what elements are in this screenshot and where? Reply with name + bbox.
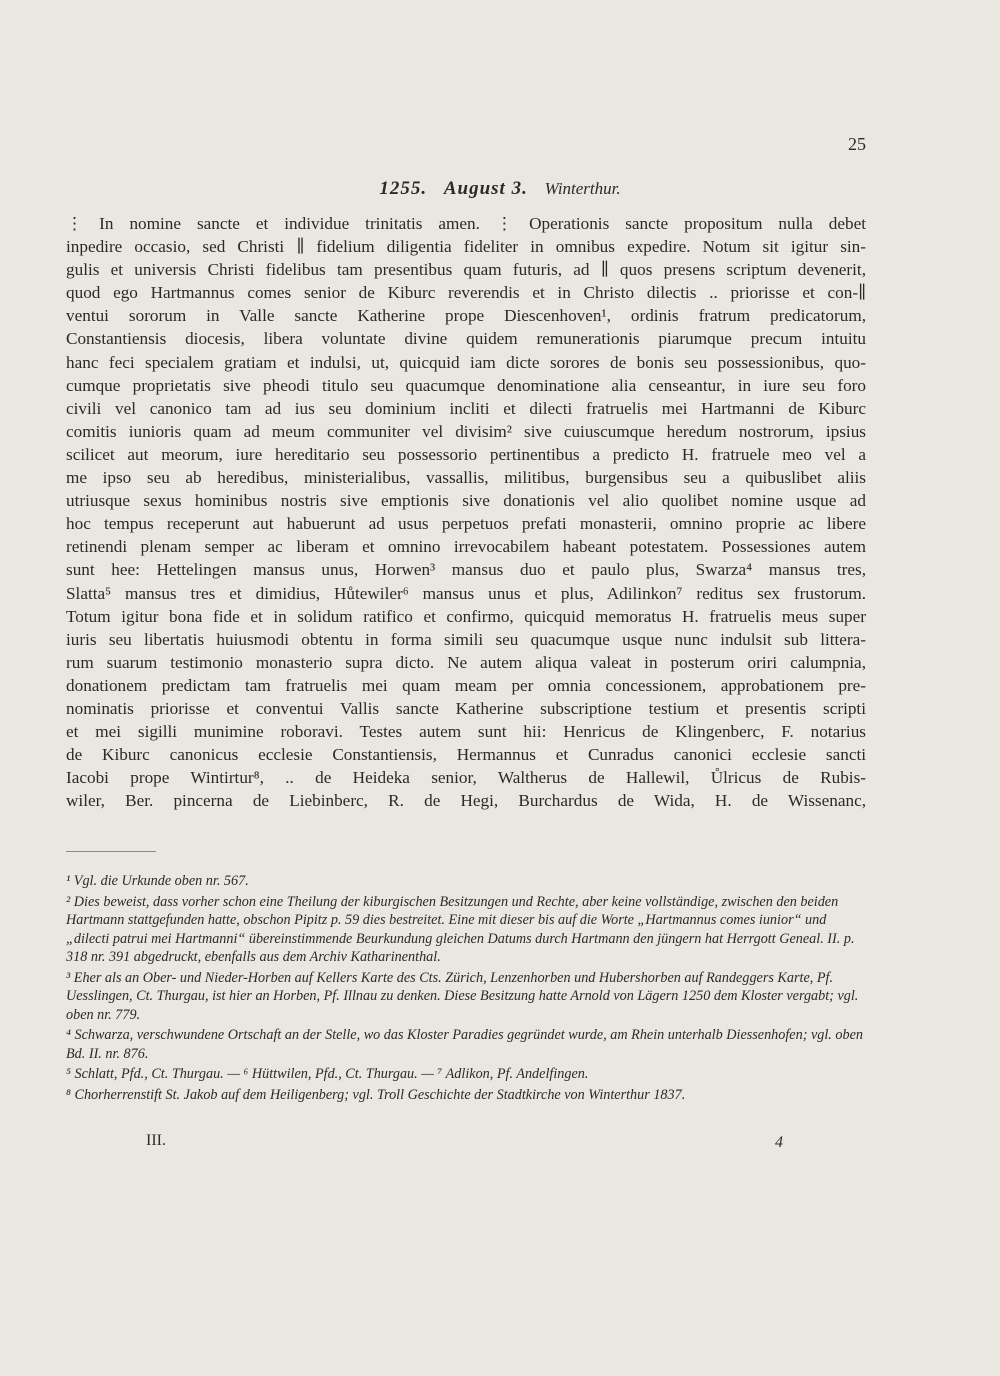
text-line: Slatta⁵ mansus tres et dimidius, Hůtewiler⁶ mansus unus et plus, Adilinkon⁷ reditus sex frustorum. — [66, 583, 866, 603]
text-line: Constantiensis diocesis, libera voluntate divine quidem remunerationis piarumque precum intuitu — [66, 329, 866, 349]
text-line: inpedire occasio, sed Christi ∥ fidelium diligentia fideliter in omnibus expedire. Notum sit igitur sin- — [66, 237, 866, 257]
text-line: ⋮ In nomine sancte et individue trinitatis amen. ⋮ Operationis sancte propositum nulla debet — [66, 214, 866, 233]
charter-text — [66, 212, 866, 812]
text-line: et mei sigilli munimine roboravi. Testes autem sunt hii: Henricus de Klingenberc, F. notarius — [66, 722, 866, 742]
footnote: ⁸ Chorherrenstift St. Jakob auf dem Heiligenberg; vgl. Troll Geschichte der Stadtkirche von Winterthur 1837. — [66, 1086, 686, 1103]
heading-place: Winterthur. — [544, 179, 621, 198]
text-line: hoc tempus receperunt aut habuerunt ad usus perpetuos prefati monasterii, omnino proprie ac libere — [66, 514, 866, 534]
text-line: cumque proprietatis sive pheodi titulo seu quacumque denominatione alia censeantur, in iure seu foro — [66, 375, 866, 395]
text-line: sunt hee: Hettelingen mansus unus, Horwen³ mansus duo et paulo plus, Swarza⁴ mansus tres, — [66, 560, 866, 580]
text-line: wiler, Ber. pincerna de Liebinberc, R. de Hegi, Burchardus de Wida, H. de Wissenanc, — [66, 791, 866, 811]
page-number: 25 — [848, 134, 866, 154]
text-line: ventui sororum in Valle sancte Katherine prope Diescenhoven¹, ordinis fratrum predicatorum, — [66, 306, 866, 326]
charter-heading — [0, 178, 1000, 200]
footnote: ⁵ Schlatt, Pfd., Ct. Thurgau. — ⁶ Hüttwilen, Pfd., Ct. Thurgau. — ⁷ Adlikon, Pf. Andelfingen. — [66, 1066, 589, 1082]
text-line: civili vel canonico tam ad ius seu dominium incliti et dilecti fratruelis mei Hartmanni de Kiburc — [66, 398, 866, 418]
heading-date: August 3. — [443, 178, 528, 199]
text-line: Iacobi prope Wintirtur⁸, .. de Heideka senior, Waltherus de Hallewil, Ůlricus de Rubis- — [66, 768, 866, 788]
text-line: scilicet aut meorum, iure hereditario seu possessorio pertinentibus a predicto H. fratruele meo vel a — [66, 444, 866, 464]
signature-mark: 4 — [775, 1134, 783, 1151]
text-line: rum suarum testimonio monasterio supra dicto. Ne autem aliqua valeat in posterum oriri calumpnia, — [66, 652, 866, 672]
footnote: ⁴ Schwarza, verschwundene Ortschaft an der Stelle, wo das Kloster Paradies gegründet wurde, am Rhein unterhalb Diessenhofen; vgl. oben Bd. II. nr. 876. — [66, 1027, 863, 1062]
text-line: donationem predictam tam fratruelis mei quam meam per omnia concessionem, approbationem pre- — [66, 675, 866, 695]
footnote-divider — [66, 851, 156, 852]
text-line: retinendi plenam semper ac liberam et omnino irrevocabilem habeant potestatem. Possessiones autem — [66, 537, 866, 557]
text-line: utriusque sexus hominibus nostris sive emptionis sive donationis vel alio quolibet nomine usque ad — [66, 491, 866, 511]
volume-mark: III. — [146, 1132, 166, 1149]
heading-year: 1255. — [379, 178, 428, 199]
text-line: Totum igitur bona fide et in solidum ratifico et confirmo, quicquid memoratus H. fratruelis meus super — [66, 606, 866, 626]
text-line: me ipso seu ab heredibus, ministerialibus, vassallis, militibus, burgensibus seu a quibuslibet aliis — [66, 468, 866, 488]
text-line: comitis iunioris quam ad meum communiter vel divisim² sive cuiuscumque heredum nostrorum, ipsius — [66, 421, 866, 441]
text-line: de Kiburc canonicus ecclesie Constantiensis, Hermannus et Cunradus canonici ecclesie sancti — [66, 745, 866, 765]
footnote: ² Dies beweist, dass vorher schon eine Theilung der kiburgischen Besitzungen und Rechte, aber keine vollständige, zwischen den beiden Hartmann stattgefunden hatte, obschon Pipitz p. 59 dies bestreitet. Eine mit dieser bis auf die Worte „Hartmannus comes iunior“ und „dilecti patrui mei Hartmanni“ übereinstimmende Beurkundung gleichen Datums durch Hartmann den jüngern hat Herrgott Geneal. II. p. 318 nr. 391 abgedruckt, ebenfalls aus dem Archiv Katharinenthal. — [66, 893, 855, 965]
footnote: ¹ Vgl. die Urkunde oben nr. 567. — [66, 873, 249, 889]
text-line: iuris seu libertatis huiusmodi obtentu in forma simili seu quacumque usque nunc indulsit sub littera- — [66, 629, 866, 649]
text-line: nominatis priorisse et conventui Vallis sancte Katherine subscriptione testium et presentis scripti — [66, 698, 866, 718]
footnote: ³ Eher als an Ober- und Nieder-Horben auf Kellers Karte des Cts. Zürich, Lenzenhorben und Hubershorben auf Randeggers Karte, Pf. Uesslingen, Ct. Thurgau, ist hier an Horben, Pf. Illnau zu denken. Diese Besitzung hatte Arnold von Lägern 1250 dem Kloster vergabt; vgl. oben nr. 779. — [66, 969, 859, 1023]
footnotes — [66, 872, 866, 1106]
text-line: quod ego Hartmannus comes senior de Kiburc reverendis et in Christo dilectis .. priorisse et con-∥ — [66, 283, 866, 303]
text-line: hanc feci specialem gratiam et indulsi, ut, quicquid iam dicte sorores de bonis seu possessionibus, quo- — [66, 352, 866, 372]
text-line: gulis et universis Christi fidelibus tam presentibus quam futuris, ad ∥ quos presens scriptum devenerit, — [66, 260, 866, 280]
